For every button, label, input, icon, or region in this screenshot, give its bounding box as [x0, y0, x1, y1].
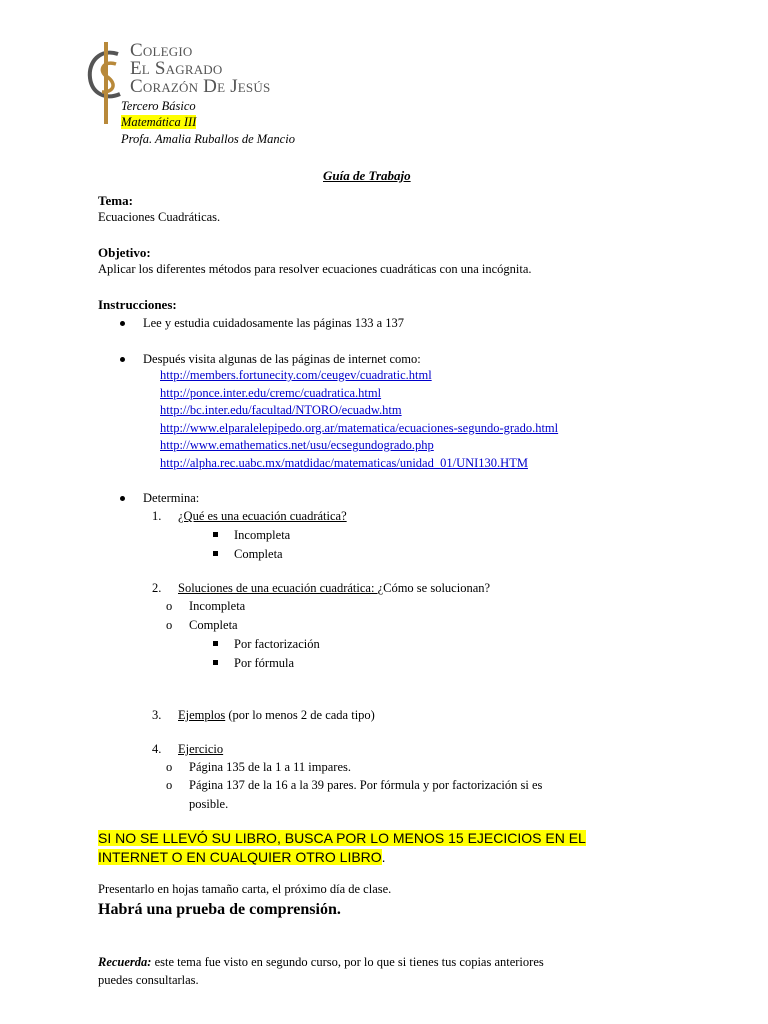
link-bc-inter[interactable]: http://bc.inter.edu/facultad/NTORO/ecuadw.htm [160, 403, 402, 417]
bullet-icon [120, 496, 125, 501]
q4-sub-1: Página 135 de la 1 a 11 impares. [189, 760, 351, 774]
q4-number: 4. [152, 742, 162, 756]
teacher-label: Profa. Amalia Ruballos de Mancio [121, 132, 295, 146]
q1-text: ¿Qué es una ecuación cuadrática? [178, 509, 347, 523]
tema-label: Tema: [98, 193, 133, 208]
q2-text [178, 580, 490, 597]
q1-sub-2: Completa [234, 547, 283, 561]
objetivo-label: Objetivo: [98, 245, 151, 260]
notice-line-1 [98, 829, 586, 848]
notice-highlight-1: SI NO SE LLEVÓ SU LIBRO, BUSCA POR LO MENOS 15 EJECICIOS EN EL [98, 830, 586, 846]
link-list [160, 367, 558, 472]
prueba-text: Habrá una prueba de comprensión. [98, 901, 341, 918]
q2-sub-completa: Completa [189, 618, 238, 632]
logo-line-1: Colegio [130, 40, 193, 61]
q2-o-bullet-2: o [166, 618, 173, 632]
page-title: Guía de Trabajo [323, 168, 411, 183]
q2-sq-1: Por factorización [234, 637, 320, 651]
q2-number: 2. [152, 581, 162, 595]
instruccion-item-2: Después visita algunas de las páginas de internet como: [143, 352, 421, 366]
objetivo-value: Aplicar los diferentes métodos para resolver ecuaciones cuadráticas con una incógnita. [98, 262, 532, 276]
q4-o-bullet-2: o [166, 778, 173, 792]
school-logo [86, 40, 126, 124]
q2-text-rest: ¿Cómo se solucionan? [377, 581, 491, 595]
notice-period: . [381, 849, 386, 865]
q3-number: 3. [152, 708, 162, 722]
link-fortunecity[interactable]: http://members.fortunecity.com/ceugev/cuadratic.html [160, 368, 432, 382]
q3-text-underlined: Ejemplos [178, 708, 226, 722]
link-emathematics[interactable]: http://www.emathematics.net/usu/ecsegundogrado.php [160, 438, 434, 452]
q2-o-bullet-1: o [166, 599, 173, 613]
recuerda-label: Recuerda: [98, 955, 152, 969]
bullet-icon [120, 321, 125, 326]
q3-text [178, 707, 375, 724]
presentar-text: Presentarlo en hojas tamaño carta, el próximo día de clase. [98, 882, 392, 896]
notice-highlight-2: INTERNET O EN CUALQUIER OTRO LIBRO [98, 849, 382, 865]
subject-label [121, 114, 196, 131]
link-ponce[interactable]: http://ponce.inter.edu/cremc/cuadratica.html [160, 385, 382, 400]
grade-label: Tercero Básico [121, 99, 196, 113]
instrucciones-label: Instrucciones: [98, 297, 177, 312]
q4-sub-2-line-2: posible. [189, 797, 229, 811]
notice-line-2 [98, 848, 386, 867]
q2-text-underlined: Soluciones de una ecuación cuadrática: [178, 581, 378, 595]
instruccion-item-1: Lee y estudia cuidadosamente las páginas 133 a 137 [143, 316, 405, 330]
square-bullet-icon [213, 532, 218, 537]
link-elparalelepipedo[interactable]: http://www.elparalelepipedo.org.ar/matematica/ecuaciones-segundo-grado.html [160, 420, 559, 435]
tema-value: Ecuaciones Cuadráticas. [98, 210, 221, 224]
q3-text-rest: (por lo menos 2 de cada tipo) [225, 708, 375, 722]
subject-highlight: Matemática III [121, 115, 197, 129]
logo-line-3: Corazón De Jesús [130, 76, 271, 97]
q4-sub-2-line-1: Página 137 de la 16 a la 39 pares. Por fórmula y por factorización si es [189, 778, 543, 792]
recuerda-line-1 [98, 954, 544, 971]
instruccion-item-3: Determina: [143, 491, 200, 505]
recuerda-line-2: puedes consultarlas. [98, 973, 199, 987]
recuerda-text-1: este tema fue visto en segundo curso, por lo que si tienes tus copias anteriores [151, 955, 544, 969]
q2-sub-incompleta: Incompleta [189, 599, 246, 613]
square-bullet-icon [213, 641, 218, 646]
square-bullet-icon [213, 660, 218, 665]
logo-line-2: El Sagrado [130, 58, 223, 79]
q4-o-bullet-1: o [166, 760, 173, 774]
cs-monogram-icon [86, 40, 126, 124]
link-alpha-uabc[interactable]: http://alpha.rec.uabc.mx/matdidac/matematicas/unidad_01/UNI130.HTM [160, 455, 528, 470]
q2-sq-2: Por fórmula [234, 656, 295, 670]
q1-number: 1. [152, 509, 162, 523]
q4-text: Ejercicio [178, 742, 224, 756]
square-bullet-icon [213, 551, 218, 556]
q1-sub-1: Incompleta [234, 528, 291, 542]
bullet-icon [120, 357, 125, 362]
